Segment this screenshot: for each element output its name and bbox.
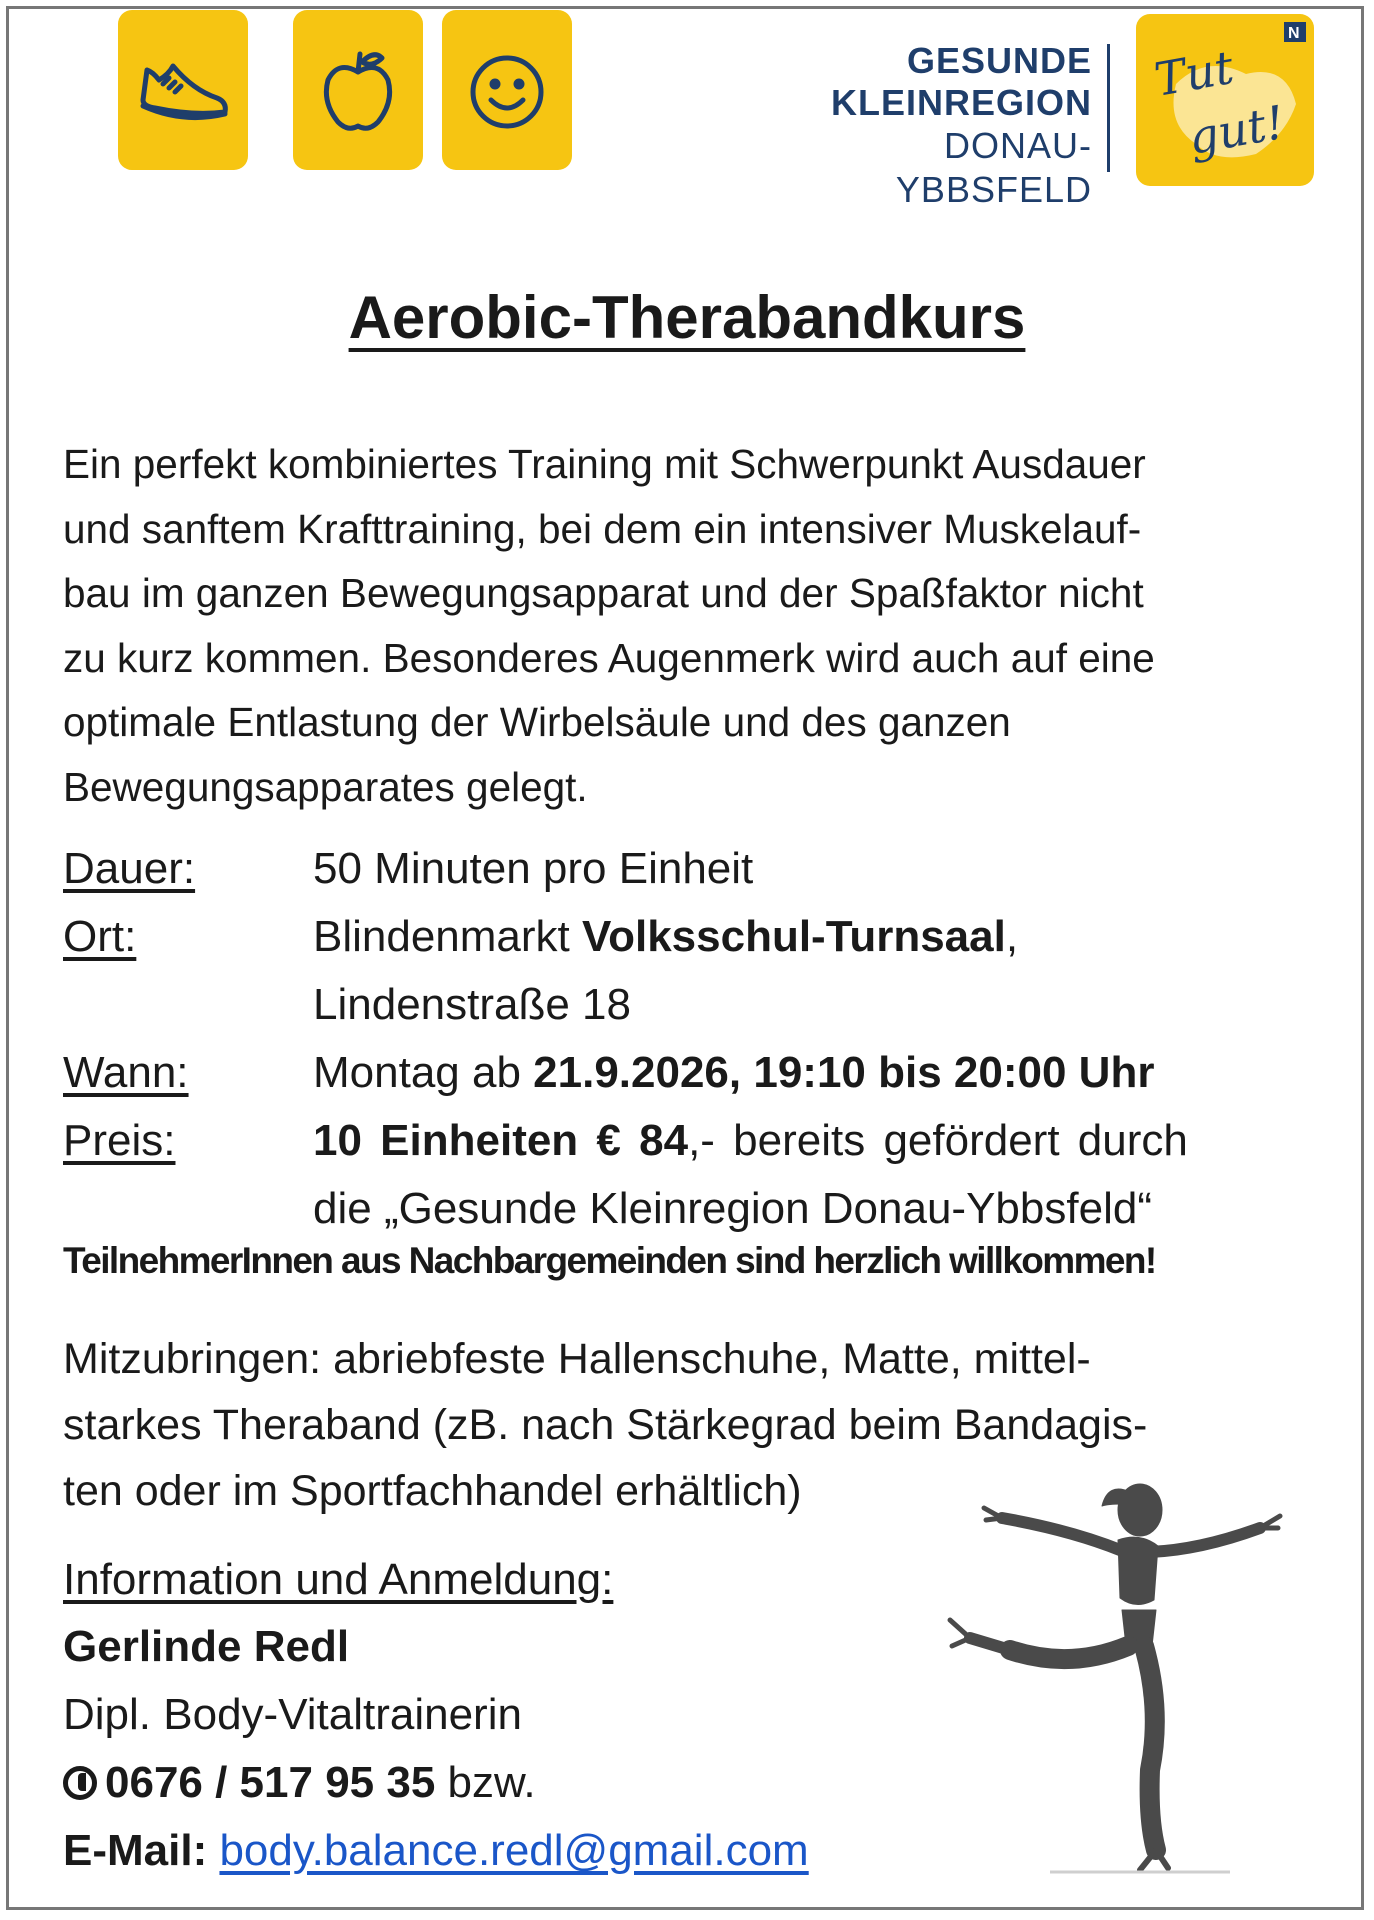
brand-logo <box>754 14 1314 210</box>
smiley-tile <box>442 10 572 170</box>
bring-line: starkes Theraband (zB. nach Stärkegrad beim Bandagis- <box>63 1401 1148 1449</box>
dauer-label: Dauer: <box>63 844 196 893</box>
brand-divider <box>1107 44 1110 172</box>
dauer-value: 50 Minuten pro Einheit <box>313 844 754 893</box>
ort-value: Blindenmarkt Volksschul-Turnsaal, <box>313 912 1019 961</box>
ort-label: Ort: <box>63 912 137 961</box>
badge-text-1: Tut <box>1150 39 1238 107</box>
ort-address: Lindenstraße 18 <box>313 980 631 1029</box>
email-link[interactable]: body.balance.redl@gmail.com <box>219 1826 809 1875</box>
contact-heading: Information und Anmeldung: <box>63 1555 614 1604</box>
bring-line: ten oder im Sportfachhandel erhältlich) <box>63 1467 802 1515</box>
tut-gut-logo <box>1136 14 1314 186</box>
brand-line-3: DONAU-YBBSFELD <box>895 125 1092 210</box>
phone-icon <box>63 1766 97 1800</box>
intro-line: bau im ganzen Bewegungsapparat und der Spaßfaktor nicht <box>63 570 1144 616</box>
preis-value: 10 Einheiten € 84,- bereits gefördert durch <box>313 1116 1188 1165</box>
intro-line: und sanftem Krafttraining, bei dem ein intensiver Muskelauf- <box>63 505 1142 552</box>
intro-paragraph <box>63 432 1323 819</box>
svg-text:N: N <box>1288 25 1300 42</box>
dancer-illustration <box>930 1470 1310 1890</box>
phone-number[interactable]: 0676 / 517 95 35 <box>105 1758 436 1807</box>
running-shoe-icon <box>133 40 233 140</box>
brand-text <box>754 40 1092 212</box>
apple-tile <box>293 10 423 170</box>
smiley-icon <box>457 40 557 140</box>
intro-line: Bewegungsapparates gelegt. <box>63 763 588 810</box>
preis-sponsor: die „Gesunde Kleinregion Donau-Ybbsfeld“ <box>313 1184 1152 1233</box>
contact-role: Dipl. Body-Vitaltrainerin <box>63 1690 522 1739</box>
intro-line: Ein perfekt kombiniertes Training mit Schwerpunkt Ausdauer <box>63 441 1146 487</box>
wann-value: Montag ab 21.9.2026, 19:10 bis 20:00 Uhr <box>313 1048 1155 1097</box>
email-label: E-Mail: <box>63 1826 220 1875</box>
apple-icon <box>308 40 408 140</box>
contact-phone: 0676 / 517 95 35 bzw. <box>63 1758 536 1808</box>
badge-text-2: gut! <box>1184 94 1289 165</box>
intro-line: zu kurz kommen. Besonderes Augenmerk wird auch auf eine <box>63 634 1155 681</box>
shoe-tile <box>118 10 248 170</box>
brand-line-2: KLEINREGION <box>830 82 1092 123</box>
preis-label: Preis: <box>63 1116 176 1165</box>
intro-line: optimale Entlastung der Wirbelsäule und des ganzen <box>63 699 1011 745</box>
welcome-note: TeilnehmerInnen aus Nachbargemeinden sind herzlich willkommen! <box>63 1240 1156 1281</box>
contact-name: Gerlinde Redl <box>63 1622 350 1671</box>
wann-label: Wann: <box>63 1048 189 1097</box>
page-title: Aerobic-Therabandkurs <box>348 284 1026 351</box>
tut-gut-badge <box>1136 14 1314 186</box>
brand-line-1: GESUNDE <box>906 40 1092 81</box>
contact-email <box>63 1826 809 1876</box>
bring-line: Mitzubringen: abriebfeste Hallenschuhe, Matte, mittel- <box>63 1335 1091 1383</box>
